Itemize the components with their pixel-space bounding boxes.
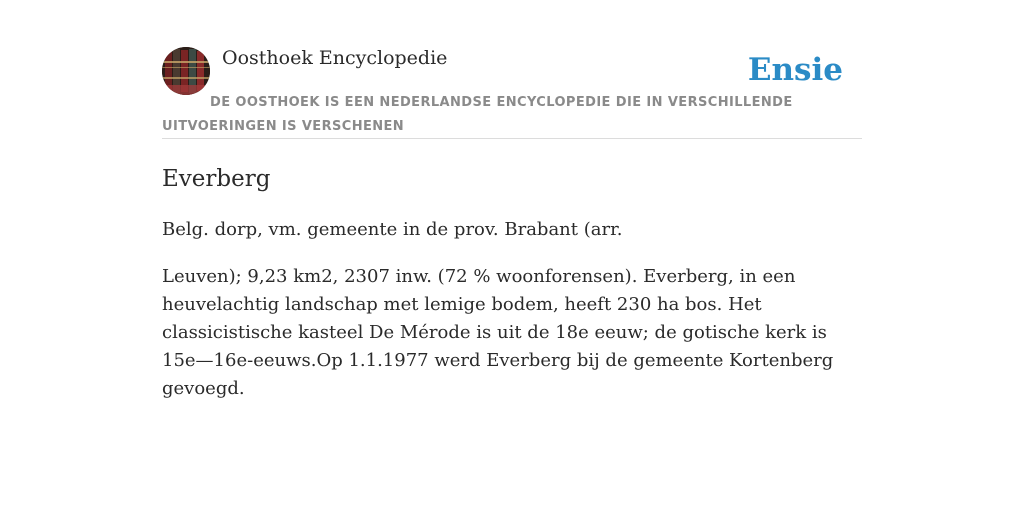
ensie-logo-link[interactable]: Ensie [747, 52, 843, 88]
source-header [162, 46, 862, 139]
article-title: Everberg [162, 166, 271, 192]
source-description: DE OOSTHOEK IS EEN NEDERLANDSE ENCYCLOPEDIE DIE IN VERSCHILLENDE UITVOERINGEN IS VERSCHENEN [162, 95, 793, 134]
article-paragraph: Belg. dorp, vm. gemeente in de prov. Brabant (arr. [162, 219, 623, 240]
page-content [162, 46, 862, 403]
source-title-link[interactable]: Oosthoek Encyclopedie [222, 47, 448, 69]
source-avatar[interactable] [162, 47, 210, 95]
article-paragraph: Leuven); 9,23 km2, 2307 inw. (72 % woonforensen). Everberg, in een heuvelachtig landschap met lemige bodem, heeft 230 ha bos. Het classicistische kasteel De Mérode is uit de 18e eeuw; de gotische kerk is 15e—16e-eeuws.Op 1.1.1977 werd Everberg bij de gemeente Kortenberg gevoegd. [162, 266, 834, 399]
books-image-icon [162, 47, 210, 95]
